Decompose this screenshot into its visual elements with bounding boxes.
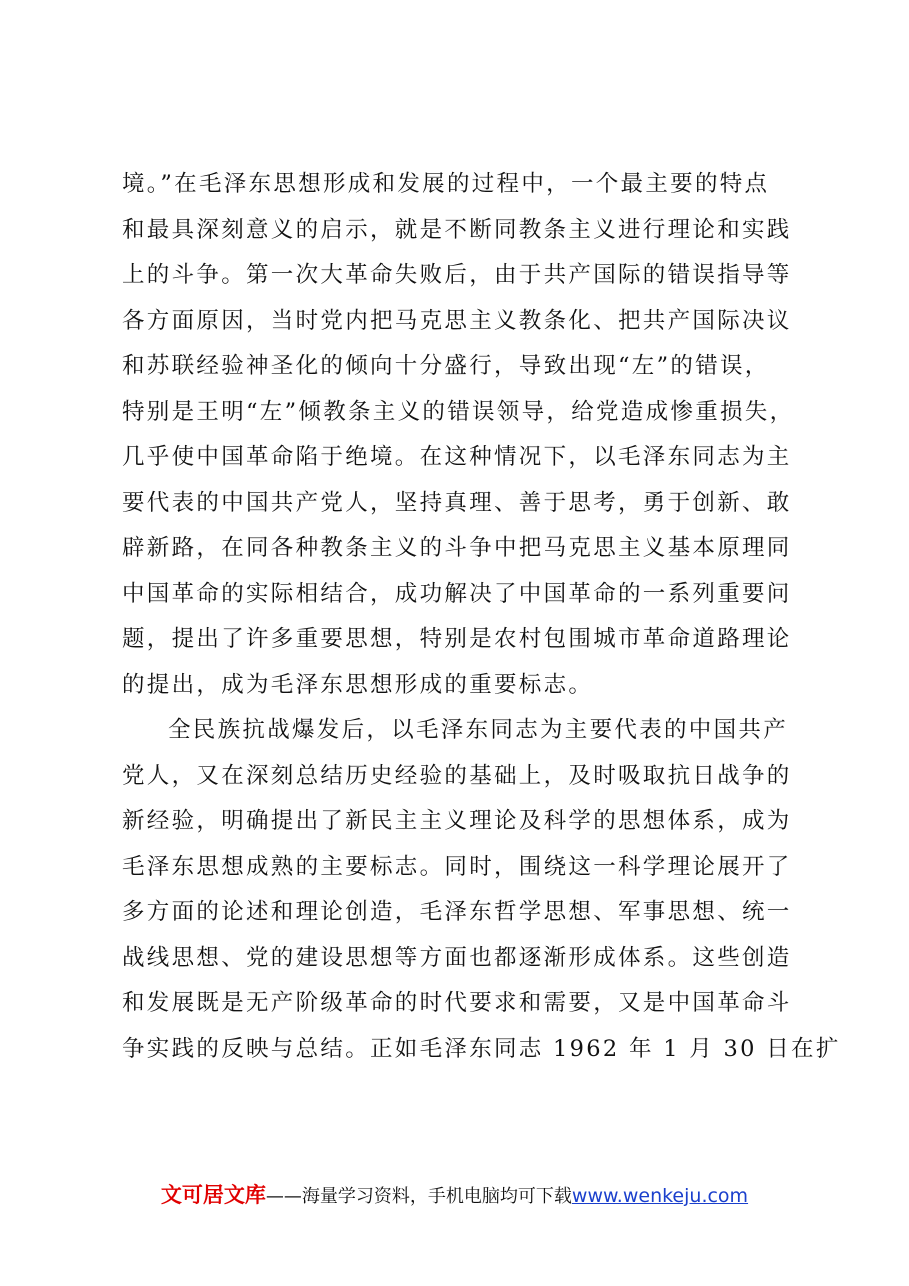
text-line: 特别是王明“左”倾教条主义的错误领导，给党造成惨重损失， [122, 398, 795, 425]
body-text [122, 162, 841, 1072]
text-line: 中国革命的实际相结合，成功解决了中国革命的一系列重要问 [122, 580, 792, 607]
text-line: 和苏联经验神圣化的倾向十分盛行，导致出现“左”的错误， [122, 353, 770, 379]
footer-tagline: ——海量学习资料，手机电脑均可下载 [265, 1186, 572, 1207]
text-line: 辟新路，在同各种教条主义的斗争中把马克思主义基本原理同 [122, 535, 792, 561]
text-line: 全民族抗战爆发后，以毛泽东同志为主要代表的中国共产 [168, 717, 789, 743]
text-line: 要代表的中国共产党人，坚持真理、善于思考，勇于创新、敢 [122, 489, 792, 516]
text-line: 题，提出了许多重要思想，特别是农村包围城市革命道路理论 [122, 626, 792, 652]
text-line: 多方面的论述和理论创造，毛泽东哲学思想、军事思想、统一 [122, 899, 792, 925]
text-line: 新经验，明确提出了新民主主义理论及科学的思想体系，成为 [122, 808, 792, 834]
text-line: 的提出，成为毛泽东思想形成的重要标志。 [122, 671, 594, 698]
footer-brand: 文可居文库 [160, 1183, 266, 1207]
text-line: 党人，又在深刻总结历史经验的基础上，及时吸取抗日战争的 [122, 762, 792, 789]
text-line: 毛泽东思想成熟的主要标志。同时，围绕这一科学理论展开了 [122, 853, 792, 880]
footer-link[interactable]: www.wenkeju.com [571, 1185, 749, 1207]
text-line: 战线思想、党的建设思想等方面也都逐渐形成体系。这些创造 [122, 944, 792, 971]
text-line: 几乎使中国革命陷于绝境。在这种情况下，以毛泽东同志为主 [122, 444, 792, 470]
text-line: 争实践的反映与总结。正如毛泽东同志 1962 年 1 月 30 日在扩 [122, 1035, 841, 1062]
text-line: 各方面原因，当时党内把马克思主义教条化、把共产国际决议 [122, 307, 792, 334]
text-line: 和最具深刻意义的启示，就是不断同教条主义进行理论和实践 [122, 216, 792, 243]
footer [0, 1180, 909, 1212]
text-line: 和发展既是无产阶级革命的时代要求和需要，又是中国革命斗 [122, 990, 792, 1016]
text-line: 上的斗争。第一次大革命失败后，由于共产国际的错误指导等 [122, 262, 792, 288]
text-line: 境。”在毛泽东思想形成和发展的过程中，一个最主要的特点 [122, 171, 770, 197]
